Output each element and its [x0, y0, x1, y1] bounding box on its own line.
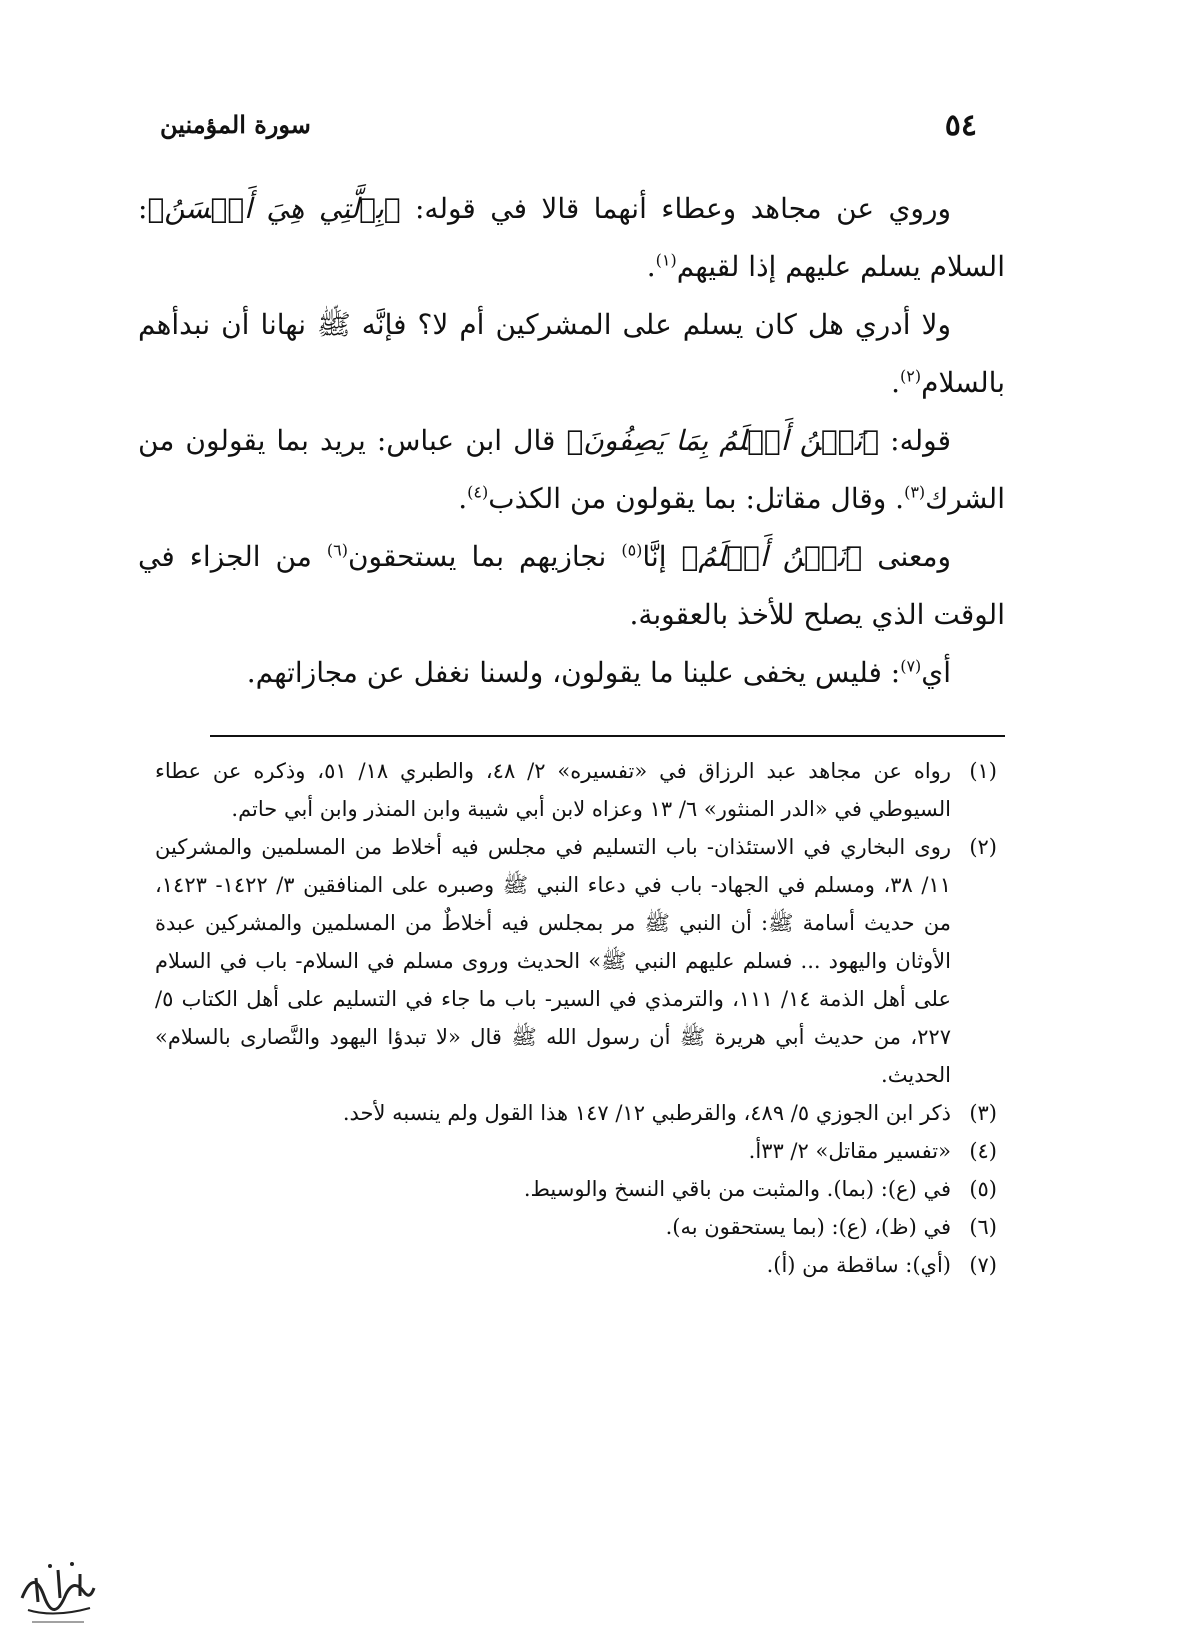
page-header — [160, 108, 977, 148]
footnote-text: «تفسير مقاتل» ٢/ ٣٣أ. — [748, 1139, 951, 1163]
text-segment: قوله: — [879, 424, 951, 457]
footnote-item — [155, 1132, 997, 1170]
footnote-ref[interactable]: (٤) — [467, 482, 489, 502]
footnote-text: (أي): ساقطة من (أ). — [766, 1253, 951, 1277]
text-segment: ومعنى — [862, 540, 952, 573]
footnote-ref[interactable]: (٣) — [904, 482, 926, 502]
footnote-ref[interactable]: (١) — [655, 250, 677, 270]
footnote-ref[interactable]: (٦) — [326, 540, 348, 560]
footnote-number: (٣) — [969, 1101, 997, 1125]
quran-quote: ﴿بِٱلَّتِي هِيَ أَحۡسَنُ﴾ — [147, 192, 401, 225]
footnote-number: (٤) — [969, 1139, 997, 1163]
text-segment: إنَّا — [642, 540, 682, 573]
text-segment: ولا أدري هل كان يسلم على المشركين أم لا؟ فإنَّه ﷺ نهانا أن نبدأهم بالسلام — [138, 308, 1005, 399]
paragraph-5 — [138, 644, 1005, 702]
text-segment: قال ابن عباس: يريد بما يقولون من الشرك — [138, 424, 1005, 515]
running-title: سورة المؤمنين — [160, 110, 311, 139]
text-segment: وروي عن مجاهد وعطاء أنهما قالا في قوله: — [400, 192, 951, 225]
paragraph-4 — [138, 528, 1005, 644]
footnote-separator — [210, 735, 1005, 737]
footnote-ref[interactable]: (٧) — [900, 656, 922, 676]
footnote-ref[interactable]: (٢) — [900, 366, 922, 386]
footnote-ref[interactable]: (٥) — [621, 540, 643, 560]
footnote-text: روى البخاري في الاستئذان- باب التسليم في مجلس فيه أخلاط من المسلمين والمشركين ١١/ ٣٨، ومسلم في الجهاد- باب في دعاء النبي ﷺ وصبره على المنافقين ٣/ ١٤٢٢- ١٤٢٣، من حديث أسامة ﷺ: أن النبي ﷺ مر بمجلس فيه أخلاطٌ من المسلمين والمشركين عبدة الأوثان واليهود ... فسلم عليهم النبي ﷺ» الحديث وروى مسلم في السلام- باب في السلام على أهل الذمة ١٤/ ١١١، والترمذي في السير- باب ما جاء في التسليم على أهل الكتاب ٥/ ٢٢٧، من حديث أبي هريرة ﷺ أن رسول الله ﷺ قال «لا تبدؤا اليهود والنَّصارى بالسلام» الحديث. — [155, 835, 951, 1087]
text-segment: : فليس يخفى علينا ما يقولون، ولسنا نغفل عن مجازاتهم. — [246, 656, 901, 689]
page-number: ٥٤ — [944, 108, 977, 143]
footnote-text: في (ظ)، (ع): (بما يستحقون به). — [665, 1215, 951, 1239]
text-segment: : السلام يسلم عليهم إذا لقيهم — [138, 192, 1005, 283]
footnote-item — [155, 1246, 997, 1284]
quran-quote: ﴿نَحۡنُ أَعۡلَمُ﴾ — [681, 540, 863, 573]
text-segment: . — [458, 482, 468, 515]
footnote-text: في (ع): (بما). والمثبت من باقي النسخ والوسيط. — [523, 1177, 951, 1201]
logo-stamp — [14, 1548, 100, 1634]
footnote-number: (٢) — [969, 835, 997, 859]
footnote-item — [155, 1170, 997, 1208]
text-segment: . — [646, 250, 656, 283]
text-segment: من الجزاء في الوقت الذي يصلح للأخذ بالعقوبة. — [138, 540, 1005, 631]
footnotes — [155, 752, 997, 1284]
footnote-number: (١) — [969, 759, 997, 783]
paragraph-1 — [138, 180, 1005, 296]
paragraph-3 — [138, 412, 1005, 528]
footnote-item — [155, 1094, 997, 1132]
calligraphy-logo-icon — [14, 1548, 100, 1634]
main-text — [138, 180, 1005, 702]
text-segment: أي — [921, 656, 951, 689]
paragraph-2 — [138, 296, 1005, 412]
footnote-item — [155, 1208, 997, 1246]
text-segment: . — [891, 366, 901, 399]
footnote-text: رواه عن مجاهد عبد الرزاق في «تفسيره» ٢/ ٤٨، والطبري ١٨/ ٥١، وذكره عن عطاء السيوطي في «الدر المنثور» ٦/ ١٣ وعزاه لابن أبي شيبة وابن المنذر وابن أبي حاتم. — [155, 759, 951, 821]
footnote-number: (٧) — [969, 1253, 997, 1277]
text-segment: . وقال مقاتل: بما يقولون من الكذب — [488, 482, 905, 515]
footnote-text: ذكر ابن الجوزي ٥/ ٤٨٩، والقرطبي ١٢/ ١٤٧ هذا القول ولم ينسبه لأحد. — [342, 1101, 951, 1125]
footnote-number: (٥) — [969, 1177, 997, 1201]
quran-quote: ﴿نَحۡنُ أَعۡلَمُ بِمَا يَصِفُونَ﴾ — [566, 424, 880, 457]
text-segment: نجازيهم بما يستحقون — [347, 540, 622, 573]
footnote-item — [155, 828, 997, 1094]
footnote-number: (٦) — [969, 1215, 997, 1239]
footnote-item — [155, 752, 997, 828]
